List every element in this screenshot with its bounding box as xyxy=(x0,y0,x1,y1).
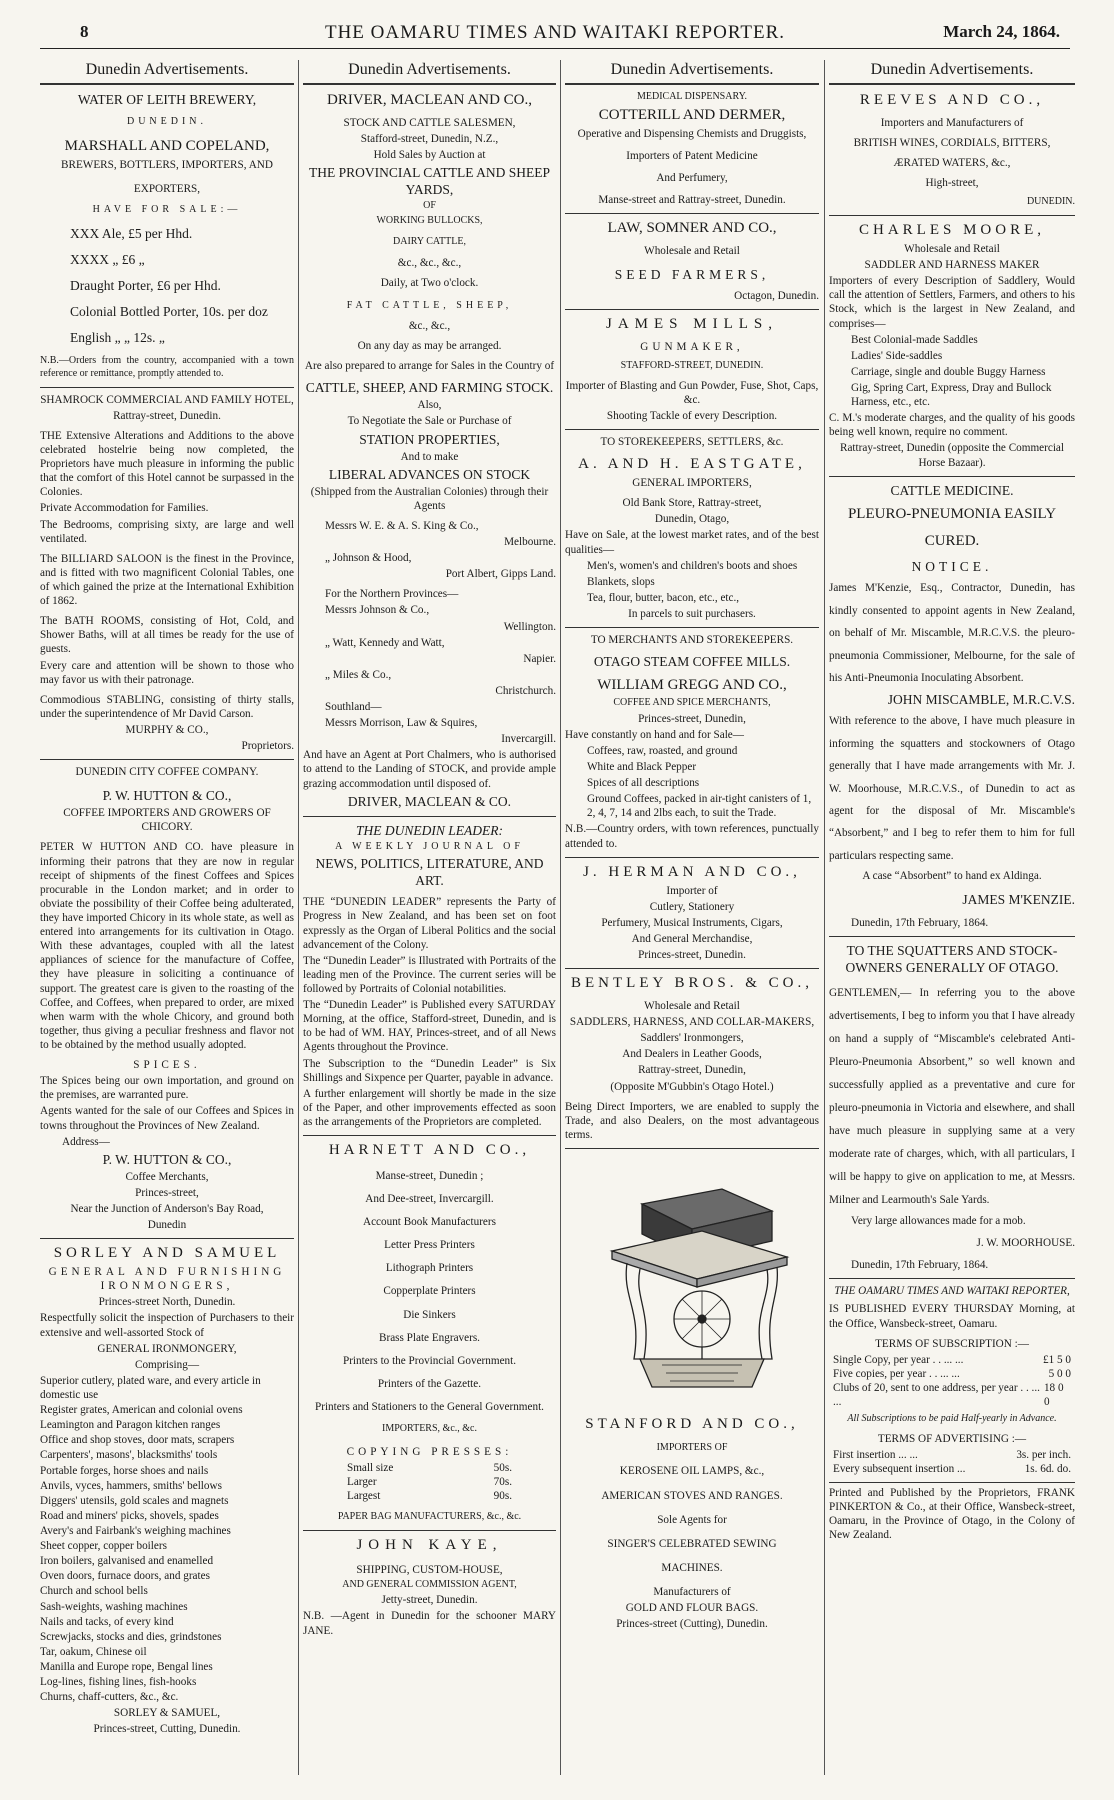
list-item: Churns, chaff-cutters, &c., &c. xyxy=(40,1691,179,1704)
law-somner-advertisement xyxy=(565,219,819,310)
ad-line: For the Northern Provinces— xyxy=(325,588,459,601)
ad-title: DUNEDIN CITY COFFEE COMPANY. xyxy=(75,766,259,779)
ad-body: Every care and attention will be shown to those who may favor us with their patronage. xyxy=(40,659,294,686)
ad-note: N.B.—Country orders, with town references, punctually attended to. xyxy=(565,823,819,850)
ad-line: Near the Junction of Anderson's Bay Road, xyxy=(70,1203,264,1215)
ad-trade: Operative and Dispensing Chemists and Druggists, xyxy=(577,127,807,140)
ad-line: FAT CATTLE, SHEEP, xyxy=(346,300,513,312)
ad-line: Coffee Merchants, xyxy=(125,1170,209,1183)
ad-trade: Importers and Manufacturers of xyxy=(880,117,1024,130)
advertising-row xyxy=(829,1448,1075,1462)
agent-name: „ Watt, Kennedy and Watt, xyxy=(325,636,445,649)
ad-signature: JAMES M'KENZIE. xyxy=(962,892,1075,908)
agent-place: Wellington. xyxy=(503,620,556,633)
press-price-row xyxy=(343,1489,516,1503)
agent-name: Messrs W. E. & A. S. King & Co., xyxy=(325,519,479,532)
ad-firm: SORLEY AND SAMUEL xyxy=(53,1245,281,1262)
list-item: Best Colonial-made Saddles xyxy=(851,333,978,346)
ad-line: AMERICAN STOVES AND RANGES. xyxy=(601,1489,783,1502)
subscription-label: Single Copy, per year . . ... ... xyxy=(833,1353,964,1366)
column-heading: Dunedin Advertisements. xyxy=(565,60,819,85)
subscription-label: Five copies, per year . . ... ... xyxy=(833,1367,960,1380)
ad-body: Very large allowances made for a mob. xyxy=(851,1215,1026,1228)
reeves-advertisement xyxy=(829,91,1075,216)
ad-firm: WILLIAM GREGG AND CO., xyxy=(597,677,787,694)
ad-title: THE DUNEDIN LEADER: xyxy=(356,822,503,838)
ad-firm: REEVES AND CO., xyxy=(859,92,1045,109)
ad-body: THE Extensive Alterations and Additions to the above celebrated hostelrie being now completed, the Proprietors have much pleasure in informing the public that the comfort of this Hotel cannot be surpassed in the Colonies. xyxy=(40,429,294,499)
advertising-price: 1s. 6d. do. xyxy=(1024,1463,1071,1476)
machine-leg xyxy=(626,1263,646,1359)
subscription-price: £1 5 0 xyxy=(1043,1353,1071,1366)
ad-line: OF xyxy=(423,200,436,212)
ad-address: Princes-street North, Dunedin. xyxy=(98,1296,236,1309)
ad-firm: CHARLES MOORE, xyxy=(858,222,1045,239)
advertising-row xyxy=(829,1462,1075,1476)
press-price: 90s. xyxy=(493,1490,512,1503)
advertising-label: Every subsequent insertion ... xyxy=(833,1463,966,1476)
ad-body: Importer of Blasting and Gun Powder, Fuse, Shot, Caps, &c. xyxy=(565,379,819,406)
stock-list xyxy=(40,1374,294,1704)
ad-trade: BREWERS, BOTTLERS, IMPORTERS, AND xyxy=(61,158,273,171)
ad-address: STAFFORD-STREET, DUNEDIN. xyxy=(620,360,764,372)
ad-line: Shooting Tackle of every Description. xyxy=(606,410,778,422)
agent-name: Messrs Johnson & Co., xyxy=(325,604,430,617)
ad-subheading: GENERAL IRONMONGERY, xyxy=(97,1342,237,1355)
press-price-row xyxy=(343,1461,516,1475)
column-2 xyxy=(303,60,556,1775)
list-item: Carpenters', masons', blacksmiths' tools xyxy=(40,1449,218,1462)
ad-line: On any day as may be arranged. xyxy=(357,340,502,353)
masthead xyxy=(40,22,1070,49)
ad-place: DUNEDIN. xyxy=(126,116,208,128)
ad-body: THE “DUNEDIN LEADER” represents the Party of Progress in New Zealand, and has been set on foot expressly as the Organ of Liberal Politics and the social advancement of the Colony. xyxy=(303,896,556,951)
list-item: Log-lines, fishing lines, fish-hooks xyxy=(40,1676,197,1689)
ad-body: The “Dunedin Leader” is Illustrated with Portraits of the leading men of the Province. The current series will be followed by Portraits of Colonial notabilities. xyxy=(303,954,556,995)
ad-subheading: COPYING PRESSES: xyxy=(346,1445,513,1458)
page-number: 8 xyxy=(80,22,89,41)
ad-body: The BILLIARD SALOON is the finest in the Province, and is fitted with two magnificent Colonial Tables, one of which gained the prize at the International Exhibition of 1862. xyxy=(40,552,294,608)
ad-trade: EXPORTERS, xyxy=(133,182,201,195)
ad-body: The “Dunedin Leader” is Published every SATURDAY Morning, at the office, Stafford-street, Dunedin, and is to be had of WM. HAY, Princes-street, and of all News Agents throughout the Province. xyxy=(303,999,556,1054)
ad-line: (Opposite M'Gubbin's Otago Hotel.) xyxy=(610,1080,774,1093)
oamaru-times-imprint xyxy=(829,1284,1075,1542)
list-item: Leamington and Paragon kitchen ranges xyxy=(40,1419,221,1432)
ad-address: Rattray-street, Dunedin (opposite the Commercial Horse Bazaar). xyxy=(840,442,1064,469)
list-item: Carriage, single and double Buggy Harness xyxy=(851,365,1046,378)
ad-line: Rattray-street, Dunedin, xyxy=(638,1064,746,1077)
ad-line: Lithograph Printers xyxy=(385,1262,474,1275)
medical-dispensary-advertisement xyxy=(565,91,819,214)
ad-signature: SORLEY & SAMUEL, xyxy=(113,1707,221,1720)
ad-address: High-street, xyxy=(925,177,979,190)
ad-line: DAIRY CATTLE, xyxy=(393,235,466,247)
list-item: Coffees, raw, roasted, and ground xyxy=(587,744,738,757)
subscription-row xyxy=(829,1367,1075,1381)
ad-trade: COFFEE AND SPICE MERCHANTS, xyxy=(613,697,771,709)
ad-line: Importer of xyxy=(666,884,718,897)
price-item: Draught Porter, £6 per Hhd. xyxy=(70,278,221,294)
agent-name: Messrs Morrison, Law & Squires, xyxy=(325,717,478,730)
ad-title: CATTLE MEDICINE. xyxy=(890,482,1014,498)
ad-line: WORKING BULLOCKS, xyxy=(376,214,483,226)
ad-trade: Wholesale and Retail xyxy=(904,242,1000,255)
press-size: Small size xyxy=(347,1461,394,1474)
column-heading: Dunedin Advertisements. xyxy=(40,60,294,85)
ad-address: Princes-street, Dunedin, xyxy=(638,712,746,725)
ad-firm: DRIVER, MACLEAN AND CO., xyxy=(326,92,532,109)
ad-trade: Wholesale and Retail xyxy=(644,1000,740,1012)
ad-line: Letter Press Printers xyxy=(384,1239,475,1252)
ad-trade: Wholesale and Retail xyxy=(644,244,740,257)
column-1 xyxy=(40,60,294,1775)
brewery-advertisement xyxy=(40,91,294,387)
press-price: 70s. xyxy=(493,1475,512,1488)
price-item: XXX Ale, £5 per Hhd. xyxy=(70,226,193,242)
ad-address: Princes-street (Cutting), Dunedin. xyxy=(616,1618,768,1631)
squatters-notice xyxy=(829,942,1075,1279)
ad-note: N.B. —Agent in Dunedin for the schooner MARY JANE. xyxy=(303,1610,556,1637)
stanford-advertisement xyxy=(565,1415,819,1631)
list-item: Diggers' utensils, gold scales and magnets xyxy=(40,1494,229,1507)
ad-line: THE PROVINCIAL CATTLE AND SHEEP YARDS, xyxy=(309,165,550,198)
ad-trade: SHIPPING, CUSTOM-HOUSE, xyxy=(356,1563,503,1576)
agent-place: Melbourne. xyxy=(504,535,556,548)
subscription-row xyxy=(829,1353,1075,1367)
ad-date: Dunedin, 17th February, 1864. xyxy=(851,1259,989,1272)
subscription-price: 18 0 0 xyxy=(1043,1382,1064,1409)
ad-body: The Bedrooms, comprising sixty, are large and well ventilated. xyxy=(40,518,294,545)
ad-address: Old Bank Store, Rattray-street, xyxy=(622,497,762,510)
list-item: Sheet copper, copper boilers xyxy=(40,1540,167,1553)
list-item: Portable forges, horse shoes and nails xyxy=(40,1464,209,1477)
ad-line: Dunedin xyxy=(147,1219,187,1232)
ad-line: And Dee-street, Invercargill. xyxy=(365,1193,494,1206)
ad-title: TO STOREKEEPERS, SETTLERS, &c. xyxy=(600,436,784,449)
press-price-row xyxy=(343,1475,516,1489)
price-item: XXXX „ £6 „ xyxy=(70,252,145,268)
ad-body: IS PUBLISHED EVERY THURSDAY Morning, at the Office, Wansbeck-street, Oamaru. xyxy=(829,1303,1075,1330)
list-item: Nails and tacks, of every kind xyxy=(40,1615,174,1628)
ad-title: SHAMROCK COMMERCIAL AND FAMILY HOTEL, xyxy=(40,393,294,406)
ad-subheading: TERMS OF SUBSCRIPTION :— xyxy=(875,1337,1029,1350)
press-size: Largest xyxy=(347,1490,381,1503)
price-item: English „ „ 12s. „ xyxy=(70,330,165,346)
ad-body: Agents wanted for the sale of our Coffees and Spices in towns throughout the Provinces of New Zealand. xyxy=(40,1105,294,1132)
ad-body: A further enlargement will shortly be made in the size of the Paper, and other improvements effected as soon as the arrangements of the Proprietors are completed. xyxy=(303,1087,556,1128)
machine-leg xyxy=(759,1267,777,1359)
list-item: Road and miners' picks, shovels, spades xyxy=(40,1509,219,1522)
ad-firm: STANFORD AND CO., xyxy=(585,1415,799,1432)
advertising-price: 3s. per inch. xyxy=(1016,1448,1071,1461)
list-item: Sash-weights, washing machines xyxy=(40,1600,188,1613)
list-item: Blankets, slops xyxy=(587,575,655,588)
ad-line: Importers of Patent Medicine xyxy=(626,149,758,162)
ad-line: Copperplate Printers xyxy=(383,1285,476,1298)
ad-address: Jetty-street, Dunedin. xyxy=(381,1594,478,1607)
ad-line: MACHINES. xyxy=(661,1561,723,1574)
ad-line: Printers of the Gazette. xyxy=(377,1377,482,1390)
ad-body: Have constantly on hand and for Sale— xyxy=(565,728,744,741)
ad-headline: PLEURO-PNEUMONIA EASILY xyxy=(847,505,1057,522)
list-item: In parcels to suit purchasers. xyxy=(628,607,756,620)
agent-place: Napier. xyxy=(523,652,556,665)
list-item: White and Black Pepper xyxy=(587,761,697,774)
ad-trade: GUNMAKER, xyxy=(640,341,744,354)
ad-address: Manse-street and Rattray-street, Dunedin. xyxy=(598,193,786,206)
ad-title: TO THE SQUATTERS AND STOCK-OWNERS GENERALLY OF OTAGO. xyxy=(845,943,1059,976)
ad-address: Stafford-street, Dunedin, N.Z., xyxy=(360,133,499,146)
advertising-label: First insertion ... ... xyxy=(833,1448,918,1461)
ad-body: C. M.'s moderate charges, and the quality of his goods being well known, require no comment. xyxy=(829,412,1075,439)
sorley-samuel-advertisement xyxy=(40,1244,294,1736)
ad-body: A case “Absorbent” to hand ex Aldinga. xyxy=(862,870,1042,883)
ad-firm: JAMES MILLS, xyxy=(605,316,778,333)
ad-trade: AND GENERAL COMMISSION AGENT, xyxy=(342,1578,517,1590)
ad-address: Octagon, Dunedin. xyxy=(734,290,819,303)
ad-title: TO MERCHANTS AND STOREKEEPERS. xyxy=(590,634,794,647)
ad-line: Perfumery, Musical Instruments, Cigars, xyxy=(601,916,783,929)
ad-line: Comprising— xyxy=(134,1358,200,1371)
column-heading: Dunedin Advertisements. xyxy=(829,60,1075,85)
column-rule xyxy=(560,60,561,1775)
dunedin-leader-advertisement xyxy=(303,822,556,1136)
ad-trade: COFFEE IMPORTERS AND GROWERS OF CHICORY. xyxy=(63,807,271,834)
ad-note: All Subscriptions to be paid Half-yearly in Advance. xyxy=(847,1413,1057,1425)
list-item: Gig, Spring Cart, Express, Dray and Bullock Harness, etc., etc. xyxy=(851,381,1052,409)
ad-line: &c., &c., &c., xyxy=(397,257,462,270)
ad-subheading: TERMS OF ADVERTISING :— xyxy=(877,1432,1027,1445)
driver-maclean-advertisement xyxy=(303,91,556,817)
ad-body: PETER W HUTTON AND CO. have pleasure in informing their patrons that they are now in regular receipt of shipments of the finest Coffees and Spices procurable in the London market; and in order to obviate the possibility of their Coffee being adulterated, they have imported Chicory in its whole state, as well as entered into arrangements for its cultivation in Otago. With these advantages, coupled with all the latest appliances of science for the manufacture of Coffee, they have pleasure in soliciting a continuance of support. The greatest care is given to the roasting of the Coffee, and Coffees, when prepared to order, are mixed when warm with the whole Chicory, and ground both together, thus giving a peculiar freshness and flavor not to be obtained by the method usually adopted. xyxy=(40,841,294,1052)
ad-body: Private Accommodation for Families. xyxy=(40,502,209,515)
ad-body: The Subscription to the “Dunedin Leader” is Six Shillings and Sixpence per Quarter, payable in advance. xyxy=(303,1057,556,1084)
ad-headline: CURED. xyxy=(924,532,980,549)
price-item: Colonial Bottled Porter, 10s. per doz xyxy=(70,304,268,320)
ad-body: The Spices being our own importation, and ground on the premises, are warranted pure. xyxy=(40,1075,294,1102)
ad-note: N.B.—Orders from the country, accompanied with a town reference or remittance, promptly attended to. xyxy=(40,355,294,380)
coffee-company-advertisement xyxy=(40,765,294,1239)
newspaper-title: THE OAMARU TIMES AND WAITAKI REPORTER. xyxy=(324,22,786,43)
charles-moore-advertisement xyxy=(829,221,1075,477)
agent-name: „ Johnson & Hood, xyxy=(325,552,412,565)
ad-firm: HARNETT AND CO., xyxy=(328,1142,531,1159)
list-item: Avery's and Fairbank's weighing machines xyxy=(40,1524,231,1537)
ad-line: Account Book Manufacturers xyxy=(363,1216,496,1229)
list-item: Oven doors, furnace doors, and grates xyxy=(40,1570,210,1583)
list-item: Church and school bells xyxy=(40,1585,148,1598)
column-rule xyxy=(824,60,825,1775)
ad-firm: J. HERMAN AND CO., xyxy=(583,863,801,880)
ad-body: The BATH ROOMS, consisting of Hot, Cold, and Shower Baths, will at all times be ready for the use of guests. xyxy=(40,615,294,656)
ad-line: Manse-street, Dunedin ; xyxy=(375,1169,484,1182)
ad-line: And General Merchandise, xyxy=(631,932,753,945)
ad-line: CATTLE, SHEEP, AND FARMING STOCK. xyxy=(305,380,554,396)
ad-trade: GENERAL AND FURNISHING IRONMONGERS, xyxy=(48,1266,286,1293)
ad-trade: SADDLER AND HARNESS MAKER xyxy=(864,259,1040,272)
list-item: Men's, women's and children's boots and shoes xyxy=(587,559,798,572)
printer-imprint: Printed and Published by the Proprietors, FRANK PINKERTON & Co., at their Office, Wansbeck-street, Oamaru, in the Province of Otago, in the Colony of New Zealand. xyxy=(829,1482,1075,1542)
issue-date: March 24, 1864. xyxy=(943,22,1060,41)
ad-title: OTAGO STEAM COFFEE MILLS. xyxy=(593,654,791,670)
ad-line: Also, xyxy=(417,399,442,412)
column-rule xyxy=(298,60,299,1775)
list-item: Spices of all descriptions xyxy=(587,777,700,790)
shamrock-hotel-advertisement xyxy=(40,393,294,761)
ad-line: And Dealers in Leather Goods, xyxy=(622,1048,762,1061)
ad-line: NEWS, POLITICS, LITERATURE, AND ART. xyxy=(315,856,544,889)
press-size: Larger xyxy=(347,1475,377,1488)
list-item: Tar, oakum, Chinese oil xyxy=(40,1645,147,1658)
ad-subheading: NOTICE. xyxy=(911,559,993,575)
ad-trade: ÆRATED WATERS, &c., xyxy=(893,157,1011,170)
list-item: Ladies' Side-saddles xyxy=(851,349,943,362)
ad-address-label: Address— xyxy=(62,1135,110,1148)
ad-line: Printers and Stationers to the General Government. xyxy=(315,1401,544,1414)
ad-title: THE OAMARU TIMES AND WAITAKI REPORTER, xyxy=(834,1285,1070,1298)
ad-body: And have an Agent at Port Chalmers, who is authorised to attend to the Landing of STOCK, and provide ample grazing accommodation until disposed of. xyxy=(303,749,556,790)
ad-firm: JOHN KAYE, xyxy=(356,1536,503,1553)
agent-name: „ Miles & Co., xyxy=(325,668,392,681)
ad-line: Die Sinkers xyxy=(403,1308,456,1321)
list-item: Tea, flour, butter, bacon, etc., etc., xyxy=(587,591,740,604)
gregg-advertisement xyxy=(565,633,819,858)
herman-advertisement xyxy=(565,863,819,969)
ad-trade: STOCK AND CATTLE SALESMEN, xyxy=(343,117,516,130)
ad-line: Princes-street, Dunedin. xyxy=(638,949,746,961)
ad-trade: SADDLERS, HARNESS, AND COLLAR-MAKERS, xyxy=(569,1016,815,1029)
ad-line: Southland— xyxy=(325,701,382,714)
ad-line: Princes-street, xyxy=(135,1186,199,1199)
cattle-medicine-advertisement xyxy=(829,482,1075,938)
ad-line: Sole Agents for xyxy=(657,1513,727,1526)
ad-body: Being Direct Importers, we are enabled to supply the Trade, and also Dealers, on the most advantageous terms. xyxy=(565,1100,819,1141)
ad-line: Cutlery, Stationery xyxy=(649,900,735,913)
ad-trade: SEED FARMERS, xyxy=(614,267,770,283)
ad-line: And Perfumery, xyxy=(656,171,728,184)
ad-firm: P. W. HUTTON & CO., xyxy=(102,788,232,804)
eastgate-advertisement xyxy=(565,435,819,628)
ad-line: Saddlers' Ironmongers, xyxy=(640,1032,744,1045)
ad-address: Dunedin, Otago, xyxy=(654,513,730,526)
ad-line: Daily, at Two o'clock. xyxy=(380,277,479,290)
ad-line: IMPORTERS OF xyxy=(656,1441,728,1453)
ad-line: Printers to the Provincial Government. xyxy=(342,1354,517,1367)
ad-line: Hold Sales by Auction at xyxy=(373,149,486,162)
subscription-row xyxy=(829,1381,1075,1409)
column-4 xyxy=(829,60,1075,1775)
column-heading: Dunedin Advertisements. xyxy=(303,60,556,85)
ad-subheading: HAVE FOR SALE:— xyxy=(92,203,242,215)
machine-wheel-spokes xyxy=(674,1291,730,1347)
ad-line: Are also prepared to arrange for Sales in the Country of xyxy=(304,360,555,373)
ad-body: Respectfully solicit the inspection of Purchasers to their extensive and well-assorted Stock of xyxy=(40,1312,294,1339)
john-kaye-advertisement xyxy=(303,1536,556,1638)
ad-address: Rattray-street, Dunedin. xyxy=(113,409,221,422)
column-3 xyxy=(565,60,819,1775)
list-item: Office and shop stoves, door mats, scrapers xyxy=(40,1434,235,1447)
ad-line: (Shipped from the Australian Colonies) through their Agents xyxy=(310,485,549,512)
ad-address: DUNEDIN. xyxy=(1026,196,1075,208)
ad-trade: BRITISH WINES, CORDIALS, BITTERS, xyxy=(853,137,1051,150)
ad-line: STATION PROPERTIES, xyxy=(359,431,500,447)
ad-signature: J. W. MOORHOUSE. xyxy=(976,1237,1075,1250)
agent-place: Christchurch. xyxy=(495,684,556,697)
agent-place: Invercargill. xyxy=(501,733,556,746)
ad-line: PAPER BAG MANUFACTURERS, &c., &c. xyxy=(337,1511,522,1523)
ad-title: WATER OF LEITH BREWERY, xyxy=(77,92,257,108)
ad-firm: A. AND H. EASTGATE, xyxy=(578,456,806,473)
list-item: Register grates, American and colonial ovens xyxy=(40,1404,243,1417)
ad-address: Princes-street, Cutting, Dunedin. xyxy=(93,1723,241,1736)
ad-firm: MARSHALL AND COPELAND, xyxy=(64,137,270,154)
sewing-machine-illustration xyxy=(582,1159,802,1409)
ad-signature: DRIVER, MACLEAN & CO. xyxy=(347,793,512,809)
ad-body: James M'Kenzie, Esq., Contractor, Dunedin, has kindly consented to appoint agents in New Zealand, on behalf of Mr. Miscamble, M.R.C.V.S. the pleuro-pneumonia Commissioner, Melbourne, for the sale of his Anti-Pneumonia Inoculating Absorbent. xyxy=(829,582,1075,685)
harnett-advertisement xyxy=(303,1141,556,1531)
ad-body: Have on Sale, at the lowest market rates, and of the best qualities— xyxy=(565,529,819,556)
subscription-label: Clubs of 20, sent to one address, per year . . ... ... xyxy=(833,1382,1040,1409)
ad-line: A WEEKLY JOURNAL OF xyxy=(335,840,524,852)
agent-place: Port Albert, Gipps Land. xyxy=(445,568,556,581)
list-item: Anvils, vyces, hammers, smiths' bellows xyxy=(40,1479,222,1492)
ad-body: With reference to the above, I have much pleasure in informing the squatters and stockowners of Otago generally that I have made arrangements with Mr. J. W. Moorhouse, M.R.C.V.S., of Dunedin to act as agent for the disposal of Mr. Miscamble's “Absorbent,” and I beg to refer them to him for full particulars respecting same. xyxy=(829,715,1075,862)
ad-firm: COTTERILL AND DERMER, xyxy=(598,106,786,123)
ad-title: MEDICAL DISPENSARY. xyxy=(636,91,748,103)
ad-body: Importers of every Description of Saddlery, Would call the attention of Settlers, Farmers, and others to his Stock, which is the largest in New Zealand, and comprises— xyxy=(829,275,1075,330)
list-item: Iron boilers, galvanised and enamelled xyxy=(40,1555,214,1568)
ad-trade: GENERAL IMPORTERS, xyxy=(632,477,752,490)
list-item: Manilla and Europe rope, Bengal lines xyxy=(40,1660,213,1673)
ad-firm: BENTLEY BROS. & CO., xyxy=(571,975,813,992)
ad-line: SINGER'S CELEBRATED SEWING xyxy=(607,1537,777,1550)
list-item: Superior cutlery, plated ware, and every article in domestic use xyxy=(40,1374,261,1401)
list-item: Screwjacks, stocks and dies, grindstones xyxy=(40,1630,222,1643)
ad-line: KEROSENE OIL LAMPS, &c., xyxy=(619,1465,765,1478)
press-price: 50s. xyxy=(493,1461,512,1474)
ad-subheading: SPICES. xyxy=(133,1059,201,1072)
ad-line: LIBERAL ADVANCES ON STOCK xyxy=(328,466,531,482)
ad-line: Brass Plate Engravers. xyxy=(379,1331,480,1344)
ad-firm: LAW, SOMNER AND CO., xyxy=(607,220,777,237)
ad-line: IMPORTERS, &c., &c. xyxy=(382,1423,477,1435)
ad-line: &c., &c., xyxy=(408,319,451,332)
ad-line: Manufacturers of xyxy=(653,1586,731,1599)
ad-line: And to make xyxy=(400,450,459,463)
ad-body: Commodious STABLING, consisting of thirty stalls, under the superintendence of Mr David Carson. xyxy=(40,693,294,720)
list-item: Ground Coffees, packed in air-tight canisters of 1, 2, 4, 7, 14 and 2lbs each, to suit the Trade. xyxy=(587,793,812,820)
james-mills-advertisement xyxy=(565,315,819,430)
ad-signature: JOHN MISCAMBLE, M.R.C.V.S. xyxy=(887,692,1075,708)
bentley-advertisement xyxy=(565,974,819,1149)
ad-date: Dunedin, 17th February, 1864. xyxy=(851,917,989,930)
ad-firm: P. W. HUTTON & CO., xyxy=(102,1151,232,1167)
ad-line: GOLD AND FLOUR BAGS. xyxy=(625,1602,759,1615)
subscription-price: 5 0 0 xyxy=(1048,1367,1071,1380)
ad-signature: MURPHY & CO., xyxy=(125,723,209,736)
ad-line: To Negotiate the Sale or Purchase of xyxy=(347,415,512,428)
ad-signature-role: Proprietors. xyxy=(241,740,294,753)
ad-body: GENTLEMEN,— In referring you to the above advertisements, I beg to inform you that I have already on hand a supply of “Miscamble's celebrated Anti-Pleuro-Pneumonia Absorbent,” so well known and successfully applied as a preventative and cure for pleuro-pneumonia in Victoria and elsewhere, and shall have much pleasure in supplying same at a very moderate rate of charges, which, with all particulars, I will be happy to give on application to me, at Messrs. Milner and Learmouth's Sale Yards. xyxy=(829,987,1075,1207)
